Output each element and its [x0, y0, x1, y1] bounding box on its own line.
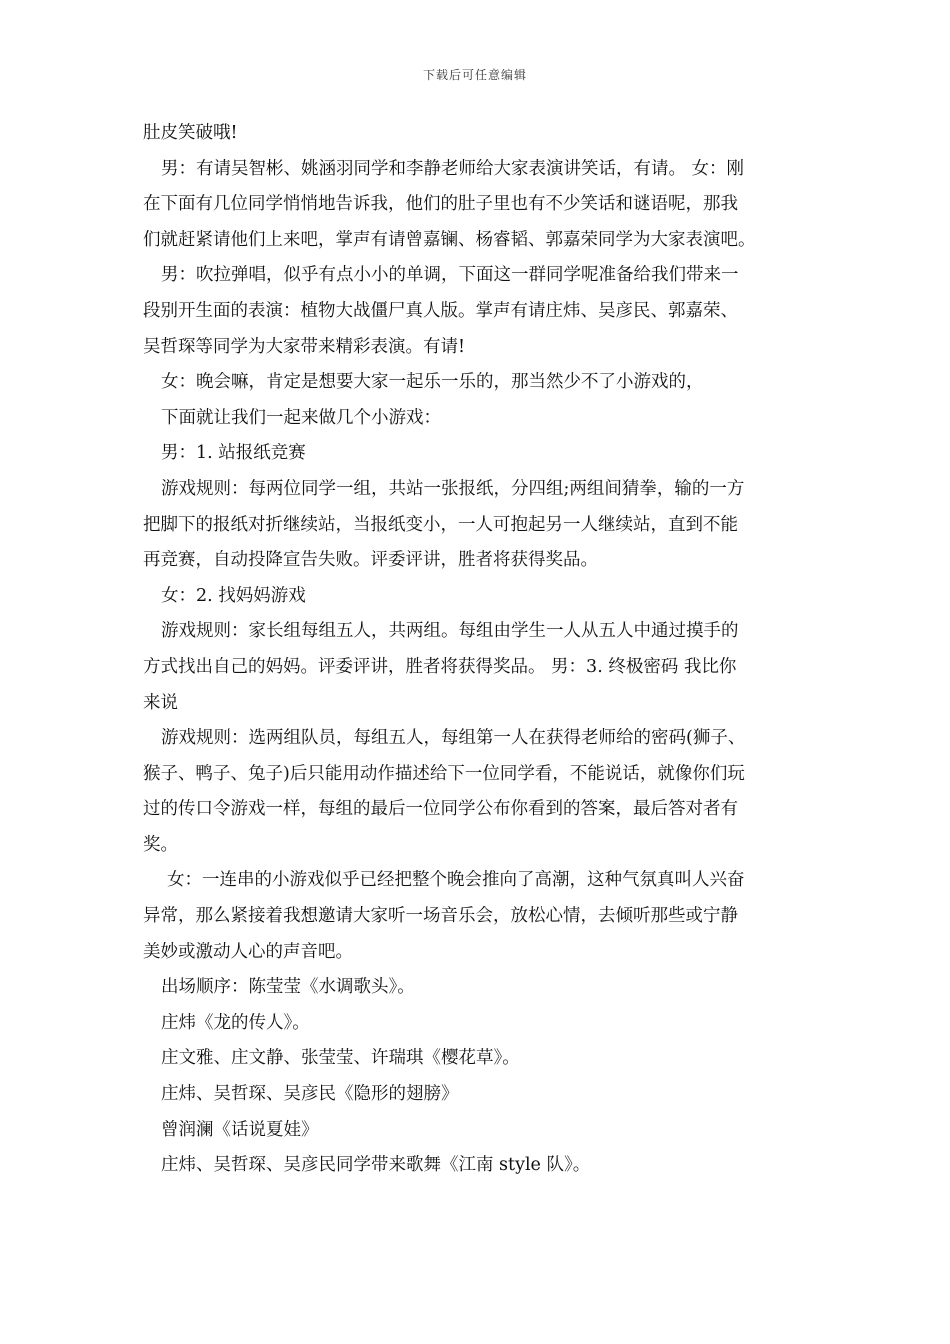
text-line: 女：晚会嘛，肯定是想要大家一起乐一乐的，那当然少不了小游戏的， — [161, 372, 704, 393]
text-line: 奖。 — [143, 834, 178, 855]
text-line: 庄炜《龙的传人》。 — [161, 1012, 310, 1033]
text-line: 游戏规则：选两组队员，每组五人，每组第一人在获得老师给的密码(狮子、 — [161, 728, 746, 749]
text-line: 男：吹拉弹唱，似乎有点小小的单调，下面这一群同学呢准备给我们带来一 — [161, 265, 739, 286]
text-line: 肚皮笑破哦! — [143, 123, 238, 143]
text-line: 女：2. 找妈妈游戏 — [161, 585, 306, 606]
text-line: 出场顺序：陈莹莹《水调歌头》。 — [161, 977, 415, 998]
text-line: 段别开生面的表演：植物大战僵尸真人版。掌声有请庄炜、吴彦民、郭嘉荣、 — [143, 300, 738, 321]
text-line: 男：有请吴智彬、姚涵羽同学和李静老师给大家表演讲笑话，有请。 女：刚 — [161, 158, 745, 179]
page-header: 下载后可任意编辑 — [422, 68, 527, 82]
text-line: 女：一连串的小游戏似乎已经把整个晚会推向了高潮，这种气氛真叫人兴奋 — [167, 870, 745, 891]
text-line: 吴哲琛等同学为大家带来精彩表演。有请! — [143, 336, 466, 357]
text-line: 庄炜、吴哲琛、吴彦民《隐形的翅膀》 — [161, 1084, 459, 1105]
text-line: 再竞赛，自动投降宣告失败。评委评讲，胜者将获得奖品。 — [143, 550, 598, 571]
text-line: 们就赶紧请他们上来吧，掌声有请曾嘉镧、杨睿韬、郭嘉荣同学为大家表演吧。 — [143, 229, 756, 250]
text-line: 庄文雅、庄文静、张莹莹、许瑞琪《樱花草》。 — [161, 1048, 520, 1069]
text-line: 把脚下的报纸对折继续站，当报纸变小，一人可抱起另一人继续站，直到不能 — [143, 514, 738, 535]
text-line: 曾润澜《话说夏娃》 — [161, 1119, 319, 1140]
text-line: 异常，那么紧接着我想邀请大家听一场音乐会，放松心情，去倾听那些或宁静 — [143, 906, 738, 927]
text-line: 方式找出自己的妈妈。评委评讲，胜者将获得奖品。 男：3. 终极密码 我比你 — [143, 656, 737, 677]
document-body — [143, 116, 809, 1184]
text-line: 游戏规则：家长组每组五人，共两组。每组由学生一人从五人中通过摸手的 — [161, 621, 739, 642]
text-line: 游戏规则：每两位同学一组，共站一张报纸，分四组;两组间猜拳，输的一方 — [161, 478, 745, 499]
text-line: 来说 — [143, 692, 178, 713]
text-line: 猴子、鸭子、兔子)后只能用动作描述给下一位同学看，不能说话，就像你们玩 — [143, 763, 745, 784]
text-line: 美妙或激动人心的声音吧。 — [143, 941, 353, 962]
text-line: 男：1. 站报纸竞赛 — [161, 443, 306, 464]
text-line: 过的传口令游戏一样，每组的最后一位同学公布你看到的答案，最后答对者有 — [143, 799, 738, 820]
text-line: 下面就让我们一起来做几个小游戏： — [161, 407, 441, 428]
text-line: 庄炜、吴哲琛、吴彦民同学带来歌舞《江南 style 队》。 — [161, 1155, 591, 1176]
text-line: 在下面有几位同学悄悄地告诉我，他们的肚子里也有不少笑话和谜语呢，那我 — [143, 194, 738, 215]
